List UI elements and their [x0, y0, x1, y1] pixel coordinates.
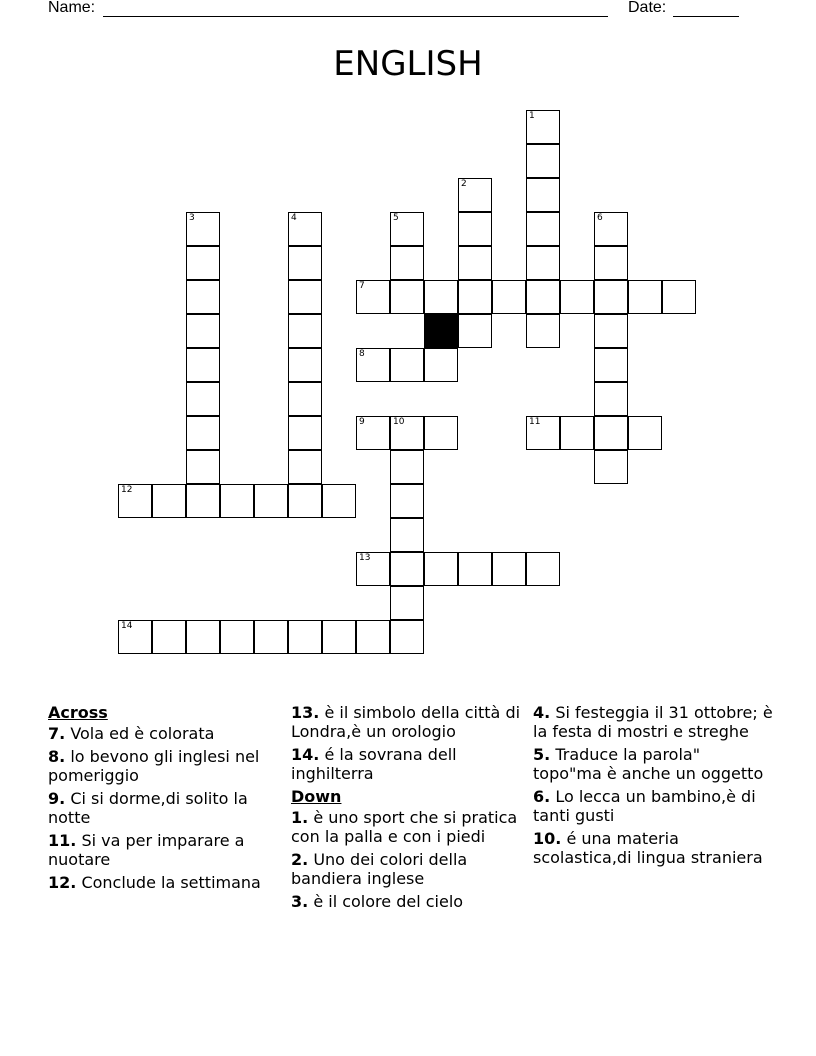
crossword-cell[interactable]	[458, 178, 492, 212]
page-title: ENGLISH	[333, 44, 483, 84]
cell-number: 10	[393, 417, 405, 427]
cell-number: 7	[359, 281, 365, 291]
cell-number: 9	[359, 417, 365, 427]
crossword-cell[interactable]	[186, 484, 220, 518]
crossword-cell[interactable]	[390, 484, 424, 518]
crossword-cell[interactable]	[390, 450, 424, 484]
crossword-cell[interactable]	[458, 280, 492, 314]
crossword-cell[interactable]	[152, 620, 186, 654]
crossword-cell[interactable]	[628, 416, 662, 450]
crossword-cell[interactable]	[288, 416, 322, 450]
crossword-cell[interactable]	[356, 348, 390, 382]
crossword-cell[interactable]	[220, 484, 254, 518]
crossword-cell[interactable]	[390, 620, 424, 654]
cell-number: 12	[121, 485, 133, 495]
date-label: Date:	[628, 0, 667, 16]
clue-across-9: 9. Ci si dorme,di solito la notte	[48, 789, 248, 827]
crossword-cell[interactable]	[288, 280, 322, 314]
crossword-cell[interactable]	[288, 620, 322, 654]
crossword-cell[interactable]	[526, 246, 560, 280]
crossword-cell[interactable]	[288, 450, 322, 484]
cell-number: 13	[359, 553, 371, 563]
clue-down-5: 5. Traduce la parola" topo"ma è anche un oggetto	[533, 745, 764, 783]
crossword-cell[interactable]	[322, 620, 356, 654]
cell-number: 4	[291, 213, 297, 223]
crossword-cell[interactable]	[594, 416, 628, 450]
crossword-cell[interactable]	[594, 212, 628, 246]
clue-down-1: 1. è uno sport che si pratica con la palla e con i piedi	[291, 808, 518, 846]
crossword-cell[interactable]	[288, 382, 322, 416]
clue-down-10: 10. é una materia scolastica,di lingua straniera	[533, 829, 763, 867]
crossword-cell[interactable]	[594, 348, 628, 382]
crossword-cell[interactable]	[390, 586, 424, 620]
crossword-cell[interactable]	[356, 620, 390, 654]
crossword-cell[interactable]	[628, 280, 662, 314]
crossword-cell[interactable]	[390, 552, 424, 586]
crossword-cell[interactable]	[424, 348, 458, 382]
crossword-cell[interactable]	[594, 280, 628, 314]
crossword-cell[interactable]	[526, 178, 560, 212]
crossword-cell[interactable]	[424, 280, 458, 314]
crossword-cell[interactable]	[560, 280, 594, 314]
crossword-cell[interactable]	[322, 484, 356, 518]
crossword-cell[interactable]	[288, 246, 322, 280]
clue-across-14: 14. é la sovrana dell inghilterra	[291, 745, 457, 783]
cell-number: 11	[529, 417, 541, 427]
crossword-cell[interactable]	[186, 280, 220, 314]
crossword-cell[interactable]	[186, 246, 220, 280]
clues-column-3	[533, 703, 773, 871]
crossword-cell[interactable]	[186, 416, 220, 450]
clues-column-1	[48, 703, 276, 896]
crossword-cell[interactable]	[254, 484, 288, 518]
clue-across-7: 7. Vola ed è colorata	[48, 724, 215, 743]
crossword-cell[interactable]	[390, 518, 424, 552]
crossword-cell[interactable]	[390, 246, 424, 280]
crossword-cell[interactable]	[458, 552, 492, 586]
crossword-cell[interactable]	[424, 416, 458, 450]
crossword-cell[interactable]	[560, 416, 594, 450]
cell-number: 1	[529, 111, 535, 121]
crossword-cell[interactable]	[458, 246, 492, 280]
crossword-cell[interactable]	[288, 348, 322, 382]
crossword-cell[interactable]	[118, 484, 152, 518]
crossword-cell[interactable]	[594, 450, 628, 484]
crossword-cell[interactable]	[526, 552, 560, 586]
crossword-cell[interactable]	[526, 144, 560, 178]
crossword-cell[interactable]	[186, 348, 220, 382]
crossword-cell[interactable]	[390, 212, 424, 246]
crossword-cell[interactable]	[356, 416, 390, 450]
crossword-cell[interactable]	[288, 484, 322, 518]
cell-number: 14	[121, 621, 133, 631]
crossword-cell[interactable]	[662, 280, 696, 314]
cell-number: 6	[597, 213, 603, 223]
crossword-cell[interactable]	[594, 314, 628, 348]
crossword-cell[interactable]	[254, 620, 288, 654]
clue-across-8: 8. lo bevono gli inglesi nel pomeriggio	[48, 747, 260, 785]
crossword-cell[interactable]	[526, 416, 560, 450]
clue-down-4: 4. Si festeggia il 31 ottobre; è la festa di mostri e streghe	[533, 703, 773, 741]
crossword-cell[interactable]	[424, 552, 458, 586]
down-heading: Down	[291, 787, 342, 806]
crossword-cell[interactable]	[594, 246, 628, 280]
crossword-block-cell	[424, 314, 458, 348]
clue-down-3: 3. è il colore del cielo	[291, 892, 464, 911]
crossword-cell[interactable]	[594, 382, 628, 416]
crossword-cell[interactable]	[526, 212, 560, 246]
crossword-cell[interactable]	[186, 212, 220, 246]
crossword-cell[interactable]	[356, 280, 390, 314]
clue-down-6: 6. Lo lecca un bambino,è di tanti gusti	[533, 787, 756, 825]
crossword-cell[interactable]	[220, 620, 254, 654]
crossword-cell[interactable]	[458, 212, 492, 246]
crossword-cell[interactable]	[288, 314, 322, 348]
cell-number: 3	[189, 213, 195, 223]
crossword-cell[interactable]	[152, 484, 186, 518]
crossword-cell[interactable]	[118, 620, 152, 654]
clues-column-2	[291, 703, 523, 915]
crossword-cell[interactable]	[186, 450, 220, 484]
clue-down-2: 2. Uno dei colori della bandiera inglese	[291, 850, 468, 888]
clue-across-12: 12. Conclude la settimana	[48, 873, 261, 892]
cell-number: 2	[461, 179, 467, 189]
name-label: Name:	[48, 0, 96, 16]
crossword-cell[interactable]	[458, 314, 492, 348]
crossword-cell[interactable]	[492, 280, 526, 314]
crossword-cell[interactable]	[526, 280, 560, 314]
crossword-cell[interactable]	[492, 552, 526, 586]
crossword-cell[interactable]	[186, 382, 220, 416]
crossword-cell[interactable]	[526, 314, 560, 348]
crossword-cell[interactable]	[356, 552, 390, 586]
cell-number: 8	[359, 349, 365, 359]
crossword-cell[interactable]	[390, 348, 424, 382]
crossword-cell[interactable]	[288, 212, 322, 246]
crossword-cell[interactable]	[186, 620, 220, 654]
crossword-cell[interactable]	[390, 416, 424, 450]
clue-across-13: 13. è il simbolo della città di Londra,è un orologio	[291, 703, 521, 741]
across-heading: Across	[48, 703, 108, 722]
cell-number: 5	[393, 213, 399, 223]
clue-across-11: 11. Si va per imparare a nuotare	[48, 831, 245, 869]
crossword-cell[interactable]	[186, 314, 220, 348]
crossword-cell[interactable]	[526, 110, 560, 144]
crossword-cell[interactable]	[390, 280, 424, 314]
